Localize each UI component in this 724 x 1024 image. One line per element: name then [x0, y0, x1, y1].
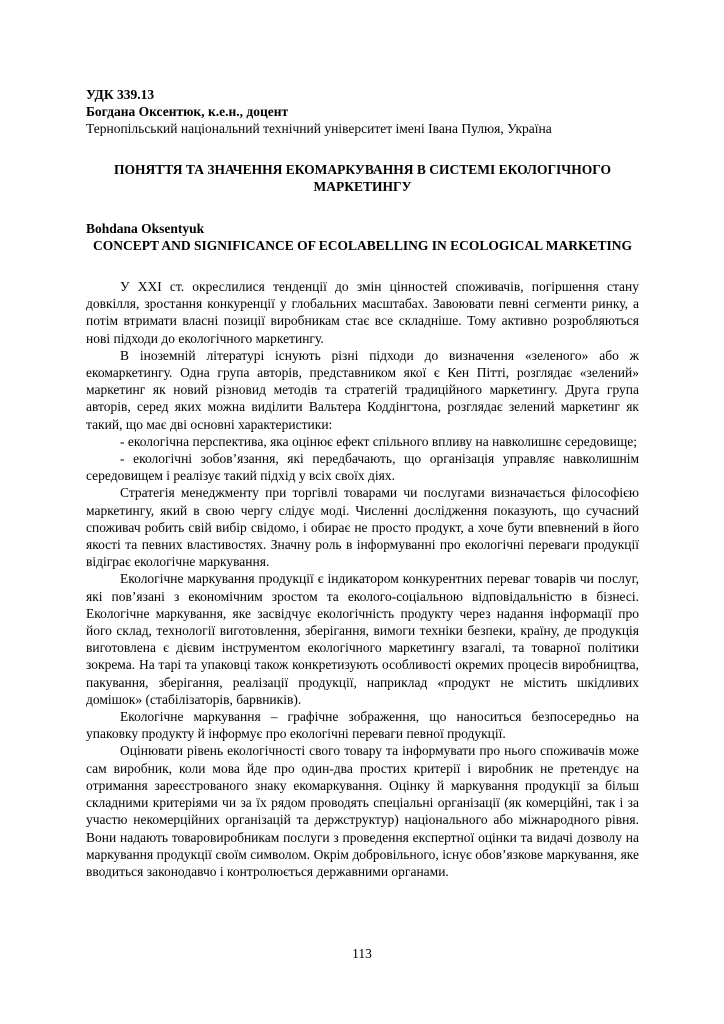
udk-code: УДК 339.13 [86, 87, 155, 102]
author-en: Bohdana Oksentyuk [86, 221, 205, 236]
page-number: 113 [352, 946, 372, 961]
paragraph: У XXI ст. окреслилися тенденції до змін цінностей споживачів, погіршення стану довкілля, зростання конкуренції у глобальних масштабах. Завоювати певні сегменти ринку, а потім втримати власні позиції виробникам стає все складніше. Тому активно розробляються нові підходи до екологічного маркетингу. [86, 279, 639, 346]
paragraph: Екологічне маркування продукції є індикатором конкурентних переваг товарів чи послуг, які пов’язані з економічним зростом та еколого-соціальною відповідальністю в бізнесі. Екологічне маркування, яке засвідчує екологічність продукту через надання інформації про його склад, технології виготовлення, зберігання, вимоги техніки безпеки, країну, де продукція виготовлена є дієвим інструментом екологічного маркетингу взагалі, та товарної політики зокрема. На тарі та упаковці також конкретизують особливості окремих процесів виробництва, пакування, зберігання, реалізації продукції, наприклад «продукт не містить шкідливих домішок» (стабілізаторів, барвників). [86, 571, 639, 707]
paragraph: Стратегія менеджменту при торгівлі товарами чи послугами визначається філософією маркетингу, який в свою чергу слідує моді. Численні дослідження показують, що сучасний споживач робить свій вибір свідомо, і обирає не просто продукт, а хоче бути впевнений в його якості та певних властивостях. Значну роль в інформуванні про екологічні переваги продукції відіграє екологічне маркування. [86, 485, 639, 570]
list-item: - екологічні зобов’язання, які передбачають, що організація управляє навколишнім середовищем і реалізує такий підхід у всіх своїх діях. [86, 451, 639, 484]
author-ua: Богдана Оксентюк, к.е.н., доцент [86, 104, 289, 119]
title-ua: ПОНЯТТЯ ТА ЗНАЧЕННЯ ЕКОМАРКУВАННЯ В СИСТЕМІ ЕКОЛОГІЧНОГО МАРКЕТИНГУ [114, 162, 611, 194]
article-body [86, 278, 639, 880]
paragraph: Оцінювати рівень екологічності свого товару та інформувати про нього споживачів може сам виробник, коли мова йде про один-два простих критерії і виробник не претендує на отримання зареєстрованого знаку екомаркування. Оцінку й маркування продукції за більш складними критеріями чи за їх рядом проводять спеціальні організації (як комерційні, так і за участю некомерційних організацій та держструктур) національного або міжнародного рівня. Вони надають товаровиробникам послуги з проведення експертної оцінки та видачі дозволу на маркування продукції своїм символом. Окрім добровільного, існує обов’язкове маркування, яке вводиться законодавчо і контролюється державними органами. [86, 743, 639, 879]
affiliation: Тернопільський національний технічний університет імені Івана Пулюя, Україна [86, 121, 552, 136]
paragraph: Екологічне маркування – графічне зображення, що наноситься безпосередньо на упаковку продукту й інформує про екологічні переваги певної продукції. [86, 709, 639, 742]
list-item: - екологічна перспектива, яка оцінює ефект спільного впливу на навколишнє середовище; [120, 433, 637, 449]
paragraph: В іноземній літературі існують різні підходи до визначення «зеленого» або ж екомаркетингу. Одна група авторів, представником якої є Кен Пітті, розглядає «зелений» маркетинг як новий різновид методів та стратегій традиційного маркетингу. Друга група авторів, серед яких можна виділити Вальтера Коддінгтона, розглядає зелений маркетинг як такий, що має дві основні характеристики: [86, 347, 639, 432]
article [86, 86, 639, 880]
title-en: CONCEPT AND SIGNIFICANCE OF ECOLABELLING IN ECOLOGICAL MARKETING [93, 238, 632, 253]
